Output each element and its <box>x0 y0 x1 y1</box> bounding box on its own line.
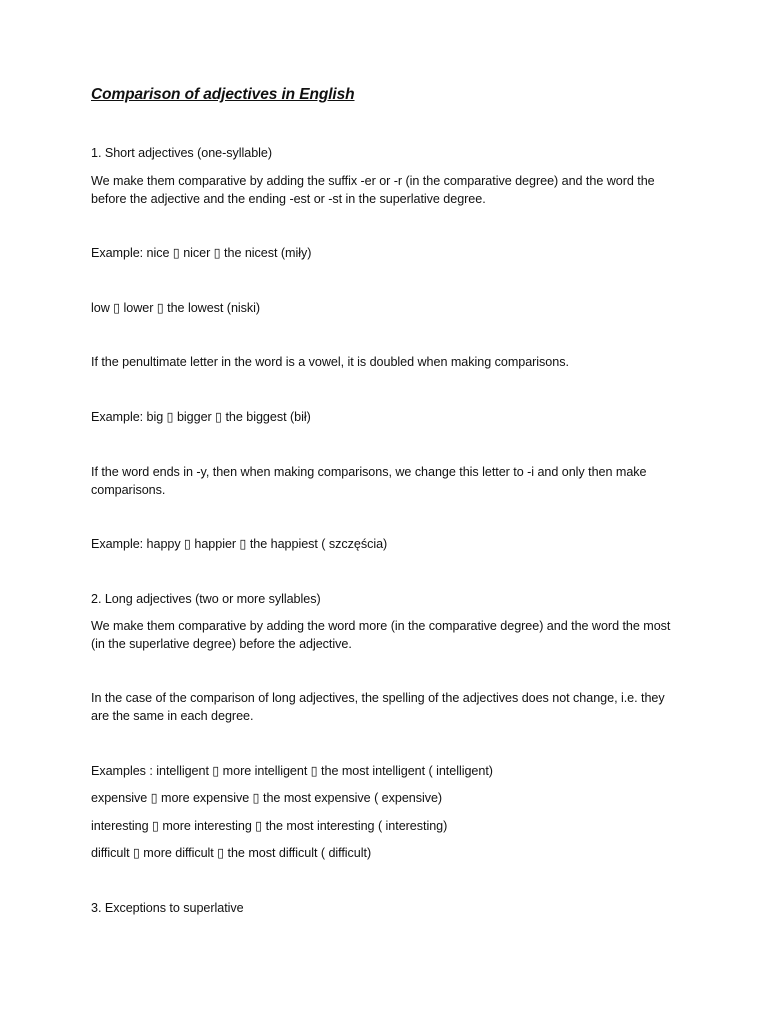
paragraph-y-rule: If the word ends in -y, then when making comparisons, we change this letter to -i and only then make comparisons. <box>91 465 647 497</box>
paragraph-spelling-rule: In the case of the comparison of long adjectives, the spelling of the adjectives does not change, i.e. they are the same in each degree. <box>91 691 665 723</box>
paragraph-long-adjectives-rule: We make them comparative by adding the word more (in the comparative degree) and the word the most (in the superlative degree) before the adjective. <box>91 619 671 651</box>
example-intelligent: Examples : intelligent ▯ more intelligent ▯ the most intelligent ( intelligent) <box>91 764 493 778</box>
example-nice: Example: nice ▯ nicer ▯ the nicest (miły) <box>91 246 312 260</box>
paragraph-short-adjectives-rule: We make them comparative by adding the suffix -er or -r (in the comparative degree) and the word the before the adjective and the ending -est or -st in the superlative degree. <box>91 174 655 206</box>
section-heading-long-adjectives: 2. Long adjectives (two or more syllables) <box>91 592 321 606</box>
example-interesting: interesting ▯ more interesting ▯ the most interesting ( interesting) <box>91 819 448 833</box>
example-happy: Example: happy ▯ happier ▯ the happiest ( szczęścia) <box>91 537 388 551</box>
example-difficult: difficult ▯ more difficult ▯ the most difficult ( difficult) <box>91 846 372 860</box>
example-expensive: expensive ▯ more expensive ▯ the most expensive ( expensive) <box>91 791 443 805</box>
section-heading-exceptions: 3. Exceptions to superlative <box>91 901 244 915</box>
paragraph-doubling-rule: If the penultimate letter in the word is a vowel, it is doubled when making comparisons. <box>91 355 569 369</box>
example-big: Example: big ▯ bigger ▯ the biggest (bił) <box>91 410 311 424</box>
section-heading-short-adjectives: 1. Short adjectives (one-syllable) <box>91 146 272 160</box>
document-title: Comparison of adjectives in English <box>91 86 355 103</box>
example-low: low ▯ lower ▯ the lowest (niski) <box>91 301 261 315</box>
